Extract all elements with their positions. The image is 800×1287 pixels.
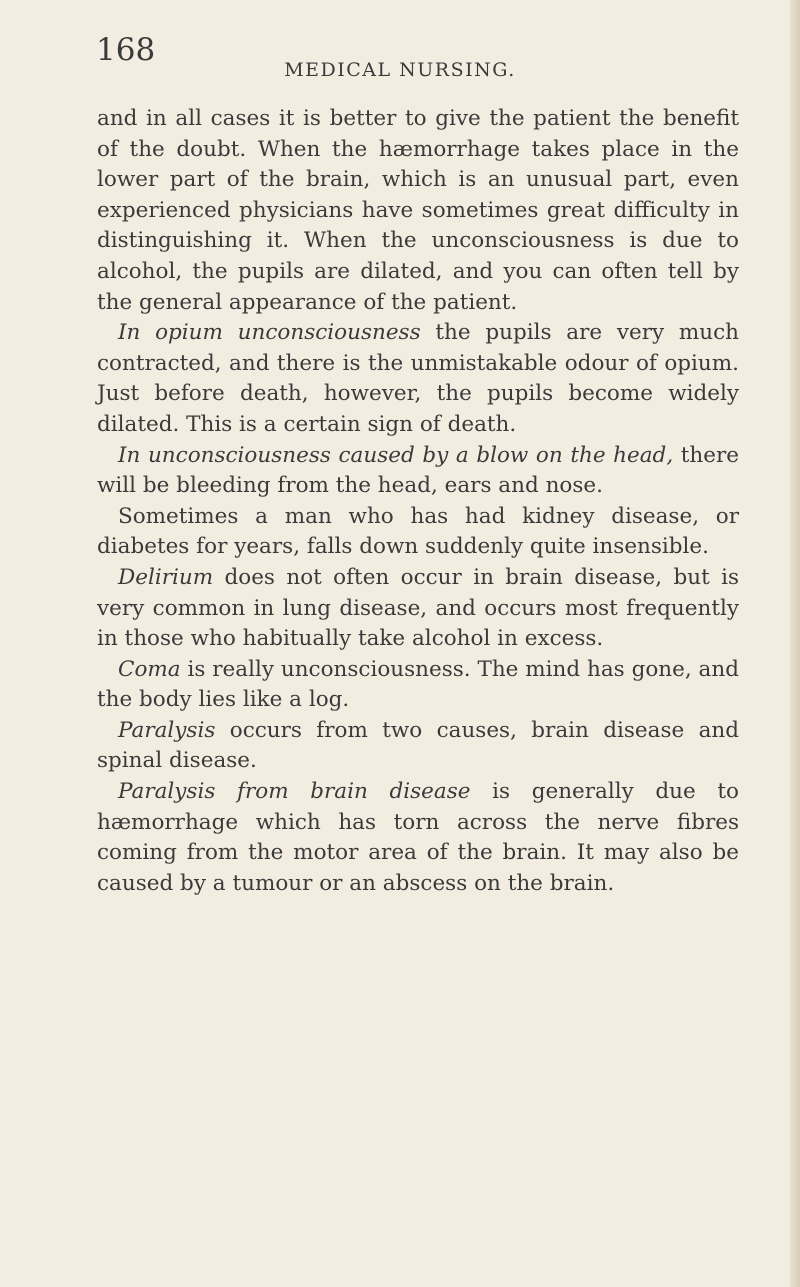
paragraph-lead: In opium unconsciousness	[118, 320, 421, 346]
paragraph-coma	[97, 655, 739, 716]
paragraph-paralysis-brain	[97, 777, 739, 899]
paragraph-text: the pupils are very much contracted, and there is the unmistakable odour of opium. Just before death, however, the pupils become widely dilated. This is a certain sign of death.	[97, 320, 739, 437]
paragraph-paralysis	[97, 716, 739, 777]
paragraph-text: is generally due to hæmorrhage which has torn across the nerve fibres coming from the motor area of the brain. It may also be caused by a tumour or an abscess on the brain.	[97, 779, 739, 896]
paragraph-text: there will be bleeding from the head, ears and nose.	[97, 442, 740, 499]
paragraph-text: and in all cases it is better to give the patient the benefit of the doubt. When the hæmorrhage takes place in the lower part of the brain, which is an unusual part, even experienced physicians have sometimes great difficulty in distinguishing it. When the unconsciousness is due to alcohol, the pupils are dilated, and you can often tell by the general appearance of the patient.	[97, 106, 739, 315]
body-text	[97, 104, 739, 899]
paragraph-opium	[97, 318, 739, 440]
paragraph-lead: Delirium	[118, 564, 214, 590]
paragraph-text: Sometimes a man who has had kidney disease, or diabetes for years, falls down suddenly quite insensible.	[97, 503, 739, 560]
paragraph-continuation	[97, 104, 739, 318]
paragraph-text: occurs from two causes, brain disease and spinal disease.	[97, 717, 739, 774]
paragraph-text: does not often occur in brain disease, but is very common in lung disease, and occurs most frequently in those who habitually take alcohol in excess.	[97, 564, 739, 652]
paragraph-blow-on-head	[97, 441, 739, 502]
paragraph-lead: In unconsciousness caused by a blow on the head,	[118, 442, 674, 468]
paragraph-kidney-disease	[97, 502, 739, 563]
page-number: 168	[96, 32, 156, 68]
paragraph-lead: Paralysis	[118, 717, 216, 743]
running-head: MEDICAL NURSING.	[284, 59, 516, 81]
page-edge	[790, 0, 800, 1287]
paragraph-text: is really unconsciousness. The mind has gone, and the body lies like a log.	[97, 656, 739, 713]
paragraph-delirium	[97, 563, 739, 655]
paragraph-lead: Paralysis from brain disease	[118, 779, 471, 805]
paragraph-lead: Coma	[118, 656, 181, 682]
